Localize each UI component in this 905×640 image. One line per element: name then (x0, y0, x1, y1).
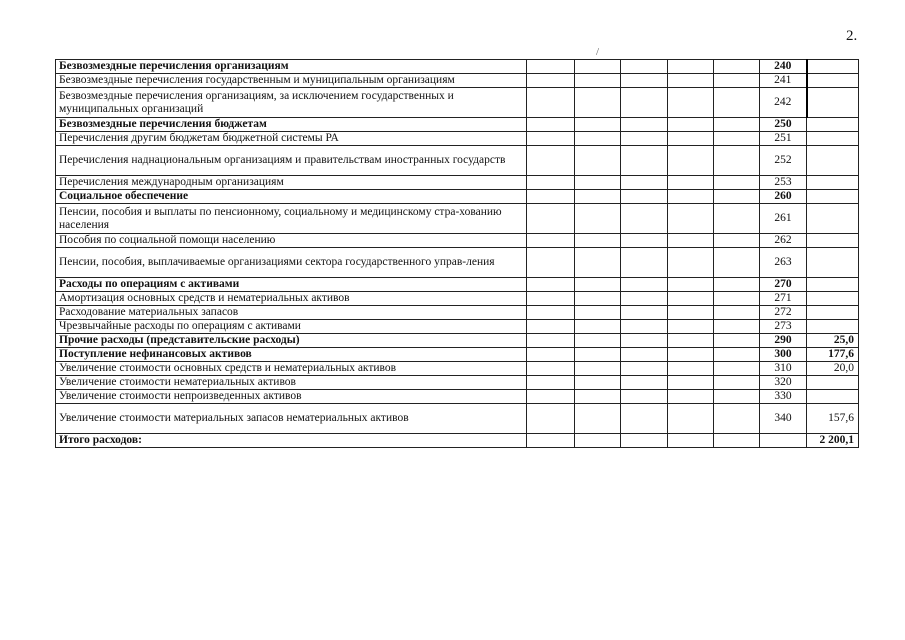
empty-cell (668, 320, 714, 334)
row-label: Пособия по социальной помощи населению (56, 234, 527, 248)
empty-cell (621, 132, 668, 146)
table-row (56, 204, 859, 234)
empty-cell (621, 320, 668, 334)
empty-cell (621, 376, 668, 390)
empty-cell (575, 334, 621, 348)
row-amount: 2 200,1 (807, 434, 859, 448)
empty-cell (527, 376, 575, 390)
empty-cell (714, 204, 760, 234)
row-label: Безвозмездные перечисления организациям, за исключением государственных и муниципальных организаций (56, 88, 527, 118)
row-code: 262 (760, 234, 807, 248)
row-amount: 20,0 (807, 362, 859, 376)
empty-cell (575, 234, 621, 248)
row-label: Перечисления наднациональным организациям и правительствам иностранных государств (56, 146, 527, 176)
empty-cell (527, 132, 575, 146)
empty-cell (527, 334, 575, 348)
table-row (56, 348, 859, 362)
empty-cell (714, 278, 760, 292)
row-label: Итого расходов: (56, 434, 527, 448)
empty-cell (714, 434, 760, 448)
empty-cell (714, 176, 760, 190)
empty-cell (668, 204, 714, 234)
row-code: 240 (760, 60, 807, 74)
empty-cell (527, 306, 575, 320)
row-code: 250 (760, 118, 807, 132)
empty-cell (575, 278, 621, 292)
empty-cell (668, 404, 714, 434)
row-amount (807, 376, 859, 390)
row-code: 271 (760, 292, 807, 306)
row-label: Безвозмездные перечисления организациям (56, 60, 527, 74)
empty-cell (527, 204, 575, 234)
row-code: 340 (760, 404, 807, 434)
empty-cell (575, 118, 621, 132)
empty-cell (575, 376, 621, 390)
row-amount (807, 204, 859, 234)
empty-cell (668, 234, 714, 248)
table-row (56, 88, 859, 118)
row-label: Увеличение стоимости основных средств и нематериальных активов (56, 362, 527, 376)
row-label: Расходование материальных запасов (56, 306, 527, 320)
empty-cell (527, 248, 575, 278)
row-label: Безвозмездные перечисления государственным и муниципальным организациям (56, 74, 527, 88)
row-amount (807, 278, 859, 292)
row-label: Расходы по операциям с активами (56, 278, 527, 292)
row-amount (807, 390, 859, 404)
row-amount (807, 146, 859, 176)
row-amount (807, 60, 859, 74)
empty-cell (714, 118, 760, 132)
row-amount (807, 234, 859, 248)
empty-cell (621, 434, 668, 448)
empty-cell (668, 348, 714, 362)
row-code: 330 (760, 390, 807, 404)
empty-cell (575, 248, 621, 278)
empty-cell (575, 176, 621, 190)
row-label: Поступление нефинансовых активов (56, 348, 527, 362)
empty-cell (575, 190, 621, 204)
table-row (56, 434, 859, 448)
empty-cell (714, 320, 760, 334)
empty-cell (527, 390, 575, 404)
empty-cell (714, 60, 760, 74)
row-label: Пенсии, пособия и выплаты по пенсионному, социальному и медицинскому стра-хованию населения (56, 204, 527, 234)
row-amount: 25,0 (807, 334, 859, 348)
row-label: Амортизация основных средств и нематериальных активов (56, 292, 527, 306)
empty-cell (575, 74, 621, 88)
row-amount: 177,6 (807, 348, 859, 362)
empty-cell (714, 146, 760, 176)
empty-cell (575, 320, 621, 334)
empty-cell (668, 176, 714, 190)
empty-cell (714, 132, 760, 146)
row-code: 261 (760, 204, 807, 234)
row-label: Прочие расходы (представительские расходы) (56, 334, 527, 348)
table-row (56, 190, 859, 204)
expenditure-table (55, 59, 859, 448)
empty-cell (621, 348, 668, 362)
empty-cell (575, 292, 621, 306)
empty-cell (527, 190, 575, 204)
table-row (56, 60, 859, 74)
empty-cell (575, 306, 621, 320)
row-amount (807, 132, 859, 146)
empty-cell (621, 248, 668, 278)
row-label: Пенсии, пособия, выплачиваемые организациями сектора государственного управ-ления (56, 248, 527, 278)
empty-cell (621, 146, 668, 176)
empty-cell (714, 88, 760, 118)
empty-cell (714, 362, 760, 376)
row-code: 251 (760, 132, 807, 146)
empty-cell (575, 132, 621, 146)
row-label: Перечисления международным организациям (56, 176, 527, 190)
row-label: Увеличение стоимости непроизведенных активов (56, 390, 527, 404)
empty-cell (668, 434, 714, 448)
row-code: 270 (760, 278, 807, 292)
empty-cell (668, 362, 714, 376)
empty-cell (621, 390, 668, 404)
row-code: 290 (760, 334, 807, 348)
row-label: Социальное обеспечение (56, 190, 527, 204)
table-row (56, 146, 859, 176)
empty-cell (527, 74, 575, 88)
empty-cell (668, 74, 714, 88)
empty-cell (668, 132, 714, 146)
empty-cell (575, 60, 621, 74)
empty-cell (527, 278, 575, 292)
row-code: 310 (760, 362, 807, 376)
table-row (56, 176, 859, 190)
empty-cell (668, 190, 714, 204)
table-row (56, 362, 859, 376)
empty-cell (575, 434, 621, 448)
table-row (56, 132, 859, 146)
empty-cell (527, 146, 575, 176)
empty-cell (527, 88, 575, 118)
empty-cell (621, 190, 668, 204)
empty-cell (575, 204, 621, 234)
empty-cell (668, 118, 714, 132)
row-amount (807, 320, 859, 334)
empty-cell (714, 74, 760, 88)
empty-cell (621, 234, 668, 248)
row-label: Перечисления другим бюджетам бюджетной системы РА (56, 132, 527, 146)
empty-cell (668, 334, 714, 348)
table-row (56, 118, 859, 132)
empty-cell (668, 390, 714, 404)
empty-cell (714, 334, 760, 348)
empty-cell (714, 234, 760, 248)
row-code: 260 (760, 190, 807, 204)
table-row (56, 248, 859, 278)
row-code: 242 (760, 88, 807, 118)
table-row (56, 334, 859, 348)
empty-cell (714, 248, 760, 278)
empty-cell (714, 190, 760, 204)
empty-cell (575, 348, 621, 362)
empty-cell (621, 118, 668, 132)
row-amount (807, 248, 859, 278)
row-amount (807, 292, 859, 306)
row-code: 253 (760, 176, 807, 190)
empty-cell (527, 320, 575, 334)
empty-cell (714, 348, 760, 362)
empty-cell (714, 390, 760, 404)
empty-cell (527, 348, 575, 362)
empty-cell (714, 376, 760, 390)
empty-cell (527, 404, 575, 434)
row-code: 320 (760, 376, 807, 390)
empty-cell (621, 334, 668, 348)
empty-cell (527, 234, 575, 248)
empty-cell (527, 434, 575, 448)
empty-cell (621, 60, 668, 74)
empty-cell (668, 60, 714, 74)
row-amount (807, 190, 859, 204)
page-number: 2. (846, 28, 858, 44)
empty-cell (621, 74, 668, 88)
table-row (56, 278, 859, 292)
empty-cell (527, 176, 575, 190)
row-code: 300 (760, 348, 807, 362)
empty-cell (668, 146, 714, 176)
empty-cell (714, 306, 760, 320)
empty-cell (668, 278, 714, 292)
empty-cell (668, 306, 714, 320)
row-amount (807, 74, 859, 88)
table-row (56, 390, 859, 404)
empty-cell (527, 362, 575, 376)
table-body (56, 60, 859, 448)
empty-cell (621, 88, 668, 118)
row-label: Чрезвычайные расходы по операциям с активами (56, 320, 527, 334)
row-label: Увеличение стоимости материальных запасов нематериальных активов (56, 404, 527, 434)
row-code: 273 (760, 320, 807, 334)
row-label: Увеличение стоимости нематериальных активов (56, 376, 527, 390)
row-code: 241 (760, 74, 807, 88)
empty-cell (575, 404, 621, 434)
empty-cell (621, 176, 668, 190)
stray-mark: / (596, 46, 600, 58)
table-row (56, 404, 859, 434)
row-amount (807, 306, 859, 320)
empty-cell (621, 278, 668, 292)
empty-cell (668, 248, 714, 278)
table-row (56, 234, 859, 248)
empty-cell (527, 292, 575, 306)
empty-cell (621, 204, 668, 234)
empty-cell (668, 292, 714, 306)
row-amount (807, 176, 859, 190)
empty-cell (575, 146, 621, 176)
empty-cell (714, 404, 760, 434)
row-code: 252 (760, 146, 807, 176)
row-amount: 157,6 (807, 404, 859, 434)
empty-cell (668, 88, 714, 118)
empty-cell (621, 404, 668, 434)
empty-cell (621, 292, 668, 306)
table-row (56, 292, 859, 306)
empty-cell (527, 118, 575, 132)
table-row (56, 74, 859, 88)
empty-cell (714, 292, 760, 306)
empty-cell (621, 362, 668, 376)
row-code: 272 (760, 306, 807, 320)
empty-cell (527, 60, 575, 74)
empty-cell (575, 390, 621, 404)
table-row (56, 320, 859, 334)
row-label: Безвозмездные перечисления бюджетам (56, 118, 527, 132)
row-code: 263 (760, 248, 807, 278)
table-row (56, 306, 859, 320)
empty-cell (575, 88, 621, 118)
empty-cell (668, 376, 714, 390)
table-row (56, 376, 859, 390)
empty-cell (621, 306, 668, 320)
empty-cell (575, 362, 621, 376)
row-amount (807, 88, 859, 118)
row-code (760, 434, 807, 448)
row-amount (807, 118, 859, 132)
